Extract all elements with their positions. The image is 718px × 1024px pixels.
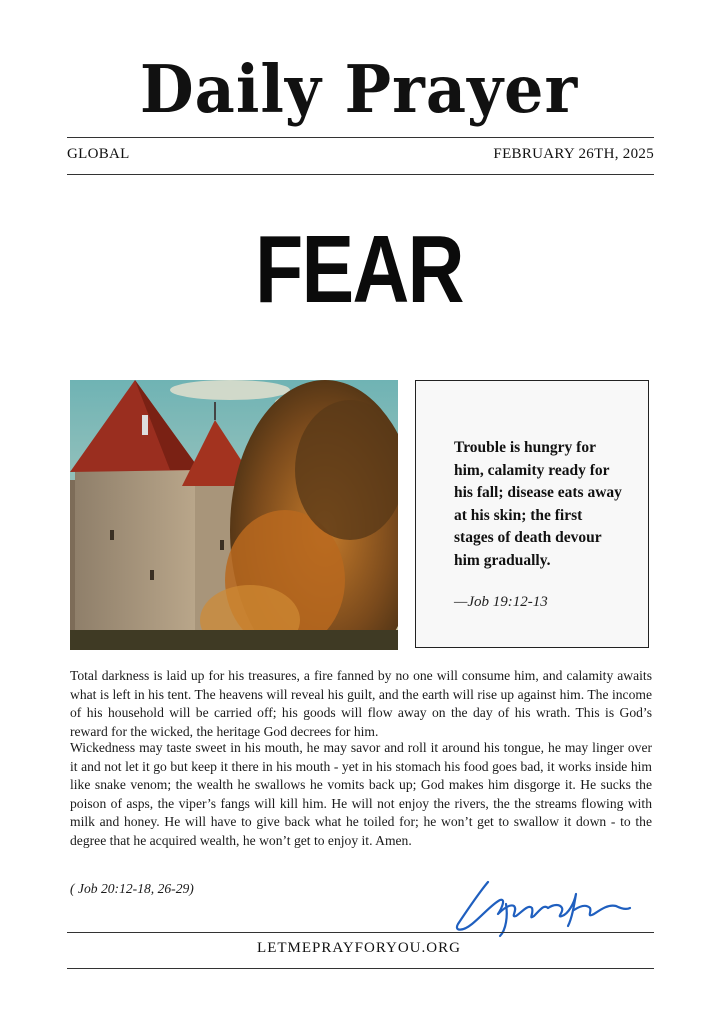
top-rule: [67, 137, 654, 138]
dateline-date: FEBRUARY 26TH, 2025: [493, 146, 654, 162]
castle-photo: [70, 380, 398, 650]
quote-box: [415, 380, 649, 648]
signature: [448, 874, 633, 938]
footer-top-rule: [67, 932, 654, 933]
masthead-title: Daily Prayer: [139, 51, 579, 128]
quote-citation: —Job 19:12-13: [454, 594, 548, 610]
headline: FEAR: [255, 216, 463, 323]
body-paragraph-2: Wickedness may taste sweet in his mouth, he may savor and roll it around his tongue, he may linger over it and not let it go but keep it there in his mouth - yet in his stomach his food goes bad, it works inside him like snake venom; the wealth he swallows he vomits back up; God makes him disgorge it. He sucks the poison of asps, the viper’s fangs will kill him. He will not enjoy the rivers, the the streams flowing with milk and honey. He will have to give back what he toiled for; he won’t get to swallow it down - to the degree that he acquired wealth, he won’t get to enjoy it. Amen.: [70, 740, 652, 848]
dateline-region: GLOBAL: [67, 146, 130, 162]
footer-bottom-rule: [67, 968, 654, 969]
quote-text: Trouble is hungry for him, calamity ready for his fall; disease eats away at his skin; the first stages of death devour him gradually.: [454, 439, 622, 569]
dateline: [67, 146, 654, 163]
scripture-reference: ( Job 20:12-18, 26-29): [70, 881, 194, 896]
body-paragraph-1: Total darkness is laid up for his treasures, a fire fanned by no one will consume him, and calamity awaits what is left in his tent. The heavens will reveal his guilt, and the earth will rise up against him. The income of his household will be carried off; his goods will flow away on the day of his wrath. This is God’s reward for the wicked, the heritage God decrees for him.: [70, 668, 652, 739]
footer-website[interactable]: LETMEPRAYFORYOU.ORG: [257, 940, 461, 956]
dateline-rule: [67, 174, 654, 175]
